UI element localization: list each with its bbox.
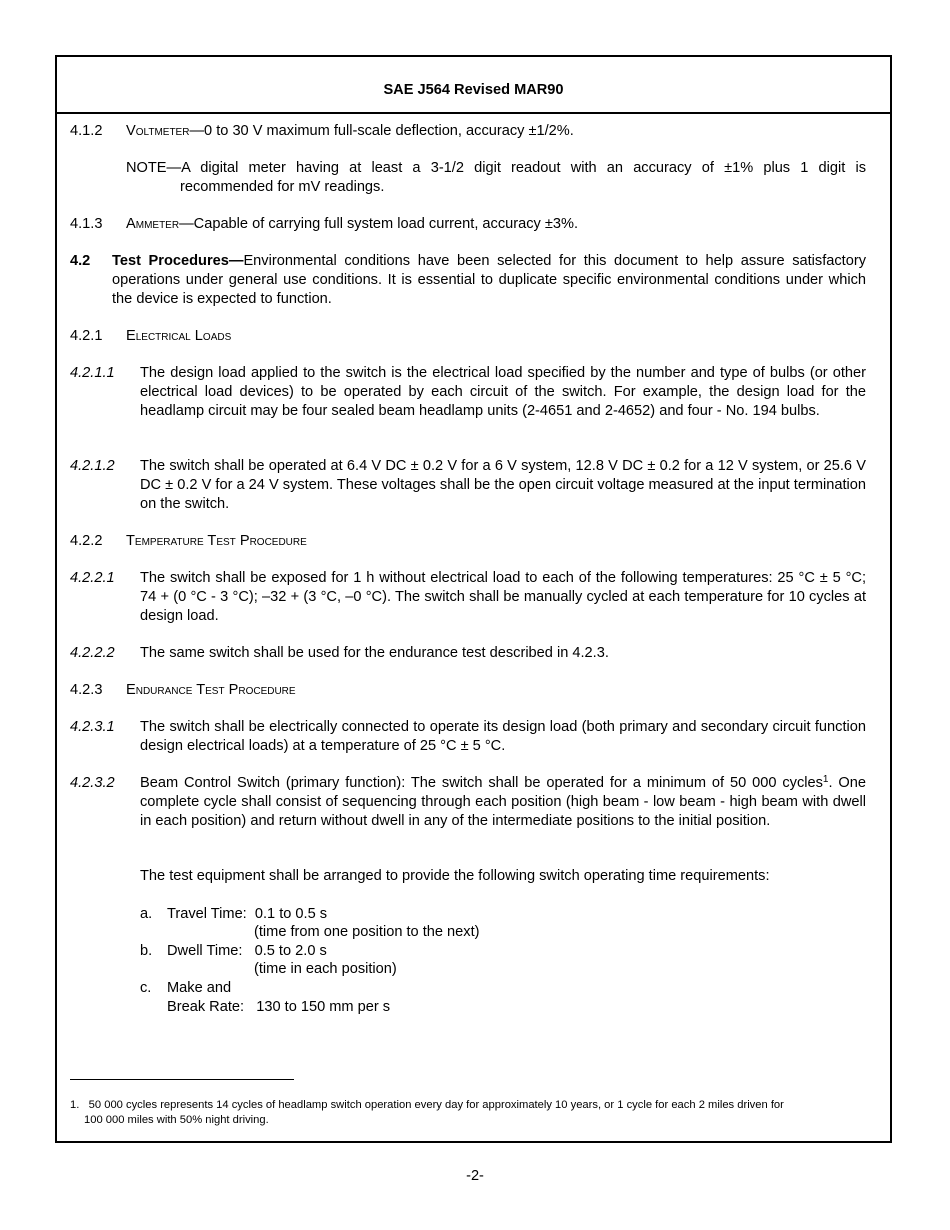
section-4-2-1-2-text: The switch shall be operated at 6.4 V DC ± 0.2 V for a 6 V system, 12.8 V DC ± 0.2 for a 12 V system, or 25.6 V DC ± 0.2 V for a 24 V system. These voltages shall be the open circuit voltage measured at the input termination on the switch.	[140, 458, 866, 512]
list-item-break-rate: Break Rate: 130 to 150 mm per s	[167, 999, 391, 1015]
section-4-2-1-title: Electrical Loads	[126, 328, 232, 344]
section-number: 4.2.1	[70, 328, 103, 344]
section-number: 4.2.1.1	[70, 365, 115, 381]
document-header	[57, 57, 890, 114]
section-4-2-text: Test Procedures—Environmental conditions have been selected for this document to help assure satisfactory operations under general use conditions. It is essential to duplicate specific environmental conditions under which the device is expected to function.	[112, 253, 867, 307]
section-4-2-2-1-text: The switch shall be exposed for 1 h without electrical load to each of the following temperatures: 25 °C ± 5 °C; 74 + (0 °C - 3 °C); –32 + (3 °C, –0 °C). The switch shall be manually cycled at each temperature for 10 cycles at design load.	[140, 570, 866, 624]
section-number: 4.2.3.2	[70, 775, 115, 791]
section-4-2-2-title: Temperature Test Procedure	[126, 533, 307, 549]
section-number: 4.1.2	[70, 123, 103, 139]
list-marker: b.	[140, 943, 153, 959]
footnote-number: 1.	[70, 1099, 80, 1111]
section-4-2-3-title: Endurance Test Procedure	[126, 682, 296, 698]
section-4-2-1-1-text: The design load applied to the switch is the electrical load specified by the number and type of bulbs (or other electrical load devices) to be operated by each circuit of the switch. For example, the design load for the headlamp circuit may be four sealed beam headlamp units (2-4651 and 2-4652) and four - No. 194 bulbs.	[140, 365, 866, 419]
footnote-reference[interactable]: 1	[822, 774, 829, 785]
section-4-2-2-2-text: The same switch shall be used for the endurance test described in 4.2.3.	[140, 645, 609, 661]
document-title: SAE J564 Revised MAR90	[383, 82, 564, 98]
list-marker: c.	[140, 980, 152, 996]
list-item-travel-time: Travel Time: 0.1 to 0.5 s	[167, 906, 328, 922]
list-item-sub: (time in each position)	[254, 961, 397, 977]
footnote-text: 50 000 cycles represents 14 cycles of headlamp switch operation every day for approximately 10 years, or 1 cycle for each 2 miles driven for	[88, 1099, 784, 1111]
section-4-1-3-text: Ammeter—Capable of carrying full system load current, accuracy ±3%.	[126, 216, 579, 232]
note-line-1: NOTE—A digital meter having at least a 3-1/2 digit readout with an accuracy of ±1% plus 1 digit is	[126, 160, 866, 176]
section-number: 4.2.3.1	[70, 719, 115, 735]
section-number: 4.2.2	[70, 533, 103, 549]
section-number: 4.2.3	[70, 682, 103, 698]
section-number: 4.2.2.2	[70, 645, 115, 661]
section-4-2-3-2-para2: The test equipment shall be arranged to provide the following switch operating time requirements:	[140, 868, 770, 884]
section-number: 4.1.3	[70, 216, 103, 232]
list-item-make-label: Make and	[167, 980, 232, 996]
section-number: 4.2.1.2	[70, 458, 115, 474]
note	[126, 159, 866, 197]
list-marker: a.	[140, 906, 153, 922]
footnote-rule	[70, 1079, 294, 1080]
section-number: 4.2.2.1	[70, 570, 115, 586]
footnote-text-cont: 100 000 miles with 50% night driving.	[84, 1114, 269, 1126]
list-item-sub: (time from one position to the next)	[254, 924, 480, 940]
section-4-2-3-2-text: Beam Control Switch (primary function): The switch shall be operated for a minimum of 50 000 cycles$^1$. One complete cycle shall consist of sequencing through each position (high beam - low beam - high beam with dwell in each position) and return without dwell in any of the intermediate positions to the initial position.	[140, 774, 867, 829]
page-number: -2-	[466, 1168, 484, 1184]
footnote	[70, 1098, 870, 1128]
list-item-dwell-time: Dwell Time: 0.5 to 2.0 s	[167, 943, 327, 959]
note-line-2: recommended for mV readings.	[180, 178, 385, 195]
section-text: Voltmeter—0 to 30 V maximum full-scale deflection, accuracy ±1/2%.	[126, 123, 574, 139]
section-4-2-3-1-text: The switch shall be electrically connected to operate its design load (both primary and secondary circuit function design electrical loads) at a temperature of 25 °C ± 5 °C.	[140, 719, 866, 754]
section-number: 4.2	[70, 253, 91, 269]
